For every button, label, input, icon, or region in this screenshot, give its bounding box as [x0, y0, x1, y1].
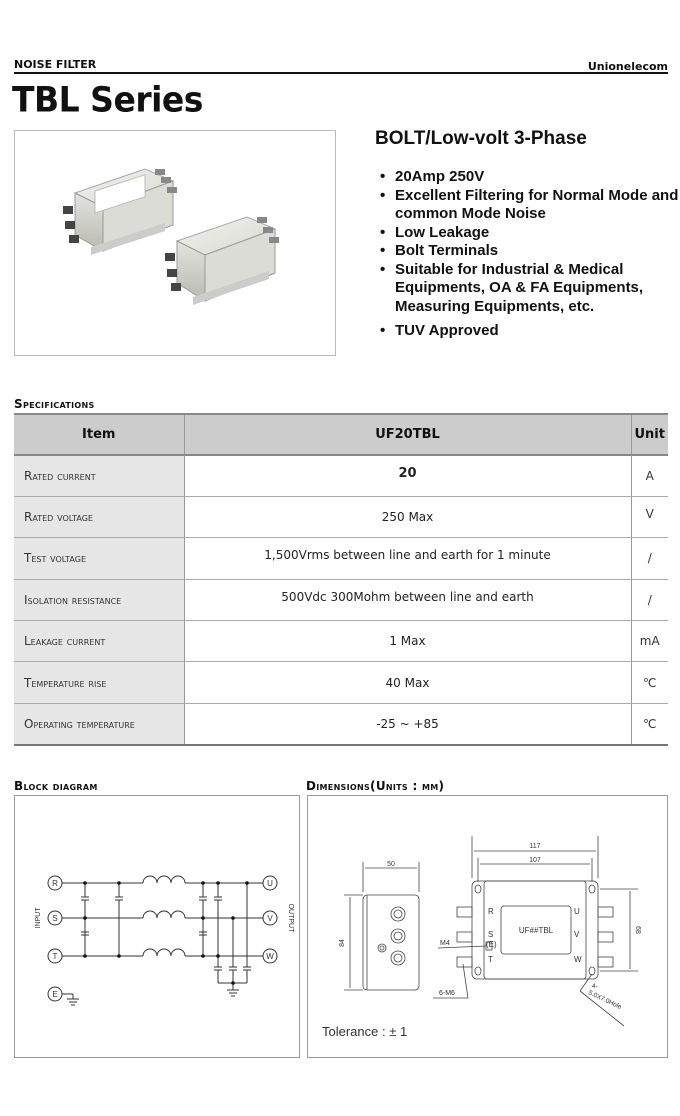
svg-text:S: S: [52, 914, 58, 923]
spec-unit: mA: [631, 621, 668, 662]
feature-list: [380, 168, 680, 341]
spec-item: Rated voltage: [14, 496, 184, 537]
spec-value: 500Vdc 300Mohm between line and earth: [184, 579, 631, 620]
block-diagram-panel: [14, 795, 300, 1058]
table-row: [14, 455, 668, 496]
feature-item: • Low Leakage: [380, 224, 680, 243]
spec-value: 1,500Vrms between line and earth for 1 minute: [184, 538, 631, 579]
category-label: NOISE FILTER: [14, 58, 97, 71]
brand-name: Unionelecom: [587, 60, 668, 73]
table-row: [14, 538, 668, 579]
ground-icon: [67, 999, 79, 1005]
spec-unit: ℃: [631, 662, 668, 703]
spec-unit: V: [631, 496, 668, 537]
tolerance-note: Tolerance : ± 1: [322, 1024, 408, 1039]
table-row: [14, 662, 668, 703]
feature-item: • TUV Approved: [380, 322, 680, 341]
svg-text:M4: M4: [440, 940, 450, 947]
svg-text:(E): (E): [486, 940, 497, 949]
specifications-table: [14, 413, 668, 746]
spec-item: Temperature rise: [14, 662, 184, 703]
svg-text:5.0X7.0Hole: 5.0X7.0Hole: [587, 989, 623, 1011]
product-photo: [14, 130, 336, 356]
feature-item: • Excellent Filtering for Normal Mode and common Mode Noise: [380, 187, 680, 224]
table-row: [14, 579, 668, 620]
svg-text:U: U: [574, 907, 580, 916]
spec-value: 250 Max: [184, 496, 631, 537]
spec-unit: /: [631, 579, 668, 620]
spec-unit: A: [631, 455, 668, 496]
spec-item: Operating temperature: [14, 703, 184, 744]
block-diagram-heading: Block diagram: [14, 779, 98, 793]
table-row: [14, 621, 668, 662]
spec-value: 20: [184, 455, 631, 496]
svg-text:V: V: [574, 930, 580, 939]
svg-text:T: T: [52, 952, 58, 961]
svg-text:R: R: [52, 879, 58, 888]
spec-value: 40 Max: [184, 662, 631, 703]
table-header-row: [14, 414, 668, 455]
spec-item: Isolation resistance: [14, 579, 184, 620]
spec-unit: /: [631, 538, 668, 579]
output-label: OUTPUT: [287, 903, 294, 933]
svg-text:T: T: [488, 955, 493, 964]
table-row: [14, 496, 668, 537]
dimensions-heading: Dimensions(Units : mm): [306, 779, 445, 793]
specifications-heading: Specifications: [14, 397, 95, 411]
spec-item: Test voltage: [14, 538, 184, 579]
header-rule: [14, 56, 668, 74]
ground-icon: [227, 990, 239, 996]
column-header-item: Item: [14, 414, 184, 455]
dimensions-panel: [307, 795, 668, 1058]
svg-text:W: W: [266, 952, 274, 961]
svg-text:R: R: [488, 907, 494, 916]
svg-text:107: 107: [529, 857, 541, 864]
table-row: [14, 703, 668, 744]
side-view-outline: [363, 895, 419, 990]
filter-unit-1: [63, 169, 177, 255]
dimension-drawing: [308, 796, 669, 1059]
filter-unit-2: [165, 217, 279, 305]
product-headline: BOLT/Low-volt 3-Phase: [375, 128, 587, 149]
spec-value: 1 Max: [184, 621, 631, 662]
circuit-schematic: [15, 796, 301, 1059]
terminal-stud-icon: [378, 907, 405, 965]
svg-text:V: V: [267, 914, 273, 923]
noise-filter-illustration: [15, 131, 337, 357]
svg-text:UF##TBL: UF##TBL: [518, 926, 554, 935]
feature-item: • 20Amp 250V: [380, 168, 680, 187]
spec-item: Rated current: [14, 455, 184, 496]
feature-item: • Suitable for Industrial & Medical Equipments, OA & FA Equipments, Measuring Equipments, etc.: [380, 261, 680, 317]
svg-text:U: U: [267, 879, 273, 888]
page-title: TBL Series: [12, 79, 203, 120]
svg-text:6-M6: 6-M6: [439, 990, 455, 997]
svg-text:68: 68: [634, 926, 641, 934]
svg-text:E: E: [52, 990, 58, 999]
spec-value: -25 ~ +85: [184, 703, 631, 744]
svg-text:50: 50: [387, 861, 395, 868]
column-header-model: UF20TBL: [184, 414, 631, 455]
svg-text:W: W: [574, 955, 582, 964]
spec-unit: ℃: [631, 703, 668, 744]
spec-item: Leakage current: [14, 621, 184, 662]
svg-text:117: 117: [529, 843, 541, 850]
column-header-unit: Unit: [631, 414, 668, 455]
input-label: INPUT: [35, 907, 42, 929]
svg-text:S: S: [488, 930, 494, 939]
bolt-terminal-icon: [457, 907, 613, 967]
svg-text:4-: 4-: [592, 983, 598, 990]
svg-text:84: 84: [339, 939, 346, 947]
inductor-icon: [143, 876, 185, 956]
feature-item: • Bolt Terminals: [380, 242, 680, 261]
